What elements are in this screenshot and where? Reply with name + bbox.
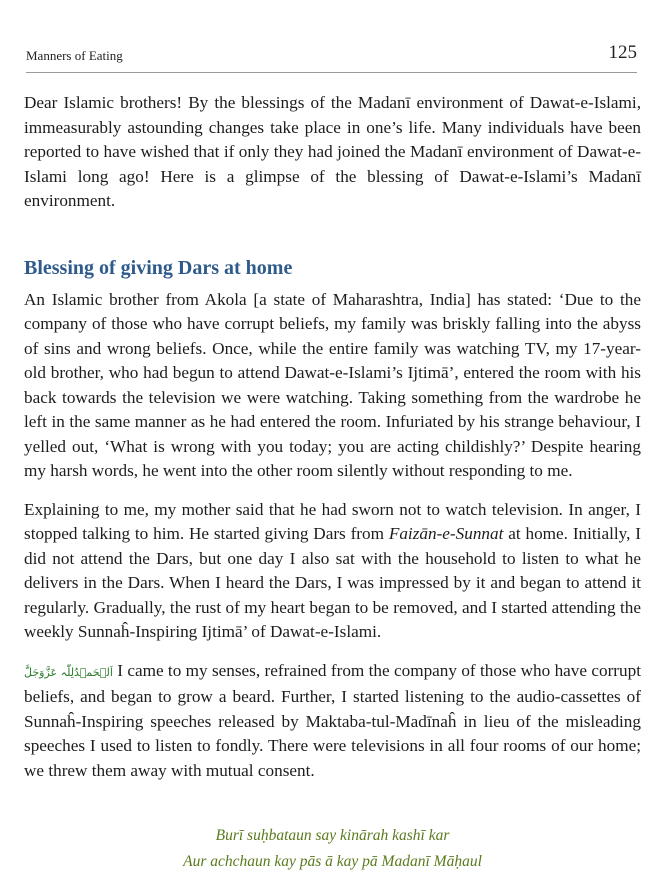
story-3-text: I came to my senses, refrained from the company of those who have corrupt beliefs, and began to grow a beard. Further, I started listening to the audio-cassettes of Sunnaĥ-Inspiring speeches released by Maktaba-tul-Madīnaĥ in lieu of the misleading speeches I used to listen to fondly. There were televisions in all four rooms of our home; we threw them away with mutual consent. [24, 660, 641, 780]
running-title: Manners of Eating [26, 48, 123, 63]
verse-line-2: Aur achchaun kay pās ā kay pā Madanī Māḥaul [183, 853, 482, 870]
page-header [26, 40, 637, 72]
verse-line-1: Burī suḥbataun say kinārah kashī kar [215, 827, 450, 844]
story-paragraph-2 [24, 498, 641, 645]
story-paragraph-1: An Islamic brother from Akola [a state of Maharashtra, India] has stated: ‘Due to the company of those who have corrupt beliefs, my family was briskly falling into the abyss of sins and wrong beliefs. Once, while the entire family was watching TV, my 17-year-old brother, who had begun to attend Dawat-e-Islami’s Ijtimā’, entered the room with his back towards the television we were watching. Taking something from the wardrobe he left in the same manner as he had entered the room. Infuriated by his strange behaviour, I yelled out, ‘What is wrong with you today; you are acting childishly?’ Despite hearing my harsh words, he went into the other room silently without responding to me. [24, 289, 641, 480]
book-title: Faizān-e-Sunnat [388, 524, 504, 543]
story-2-after: at home. Initially, I did not attend the Dars, but one day I also sat with the household to listen to what he delivers in the Dars. When I heard the Dars, I was impressed by it and began to attend it regularly. Gradually, the rust of my heart began to be removed, and I started attending the weekly Sunnaĥ-Inspiring Ijtimā’ of Dawat-e-Islami. [24, 524, 641, 641]
header-divider [26, 72, 637, 73]
verse-couplet [24, 823, 641, 875]
story-paragraph-3 [24, 659, 641, 784]
section-heading: Blessing of giving Dars at home [24, 256, 293, 279]
arabic-phrase: اَلۡحَمۡدُلِلّٰہ عَزَّوَجَلَّ [24, 665, 113, 679]
intro-paragraph: Dear Islamic brothers! By the blessings of the Madanī environment of Dawat-e-Islami, immeasurably astounding changes take place in one’s life. Many individuals have been reported to have wished that if only they had joined the Madanī environment of Dawat-e-Islami long ago! Here is a glimpse of the blessing of Dawat-e-Islami’s Madanī environment. [24, 93, 641, 210]
story-2-before: Explaining to me, my mother said that he had sworn not to watch television. In anger, I stopped talking to him. He started giving Dars from [24, 499, 641, 543]
page-number: 125 [608, 42, 637, 63]
page-content [24, 91, 641, 875]
